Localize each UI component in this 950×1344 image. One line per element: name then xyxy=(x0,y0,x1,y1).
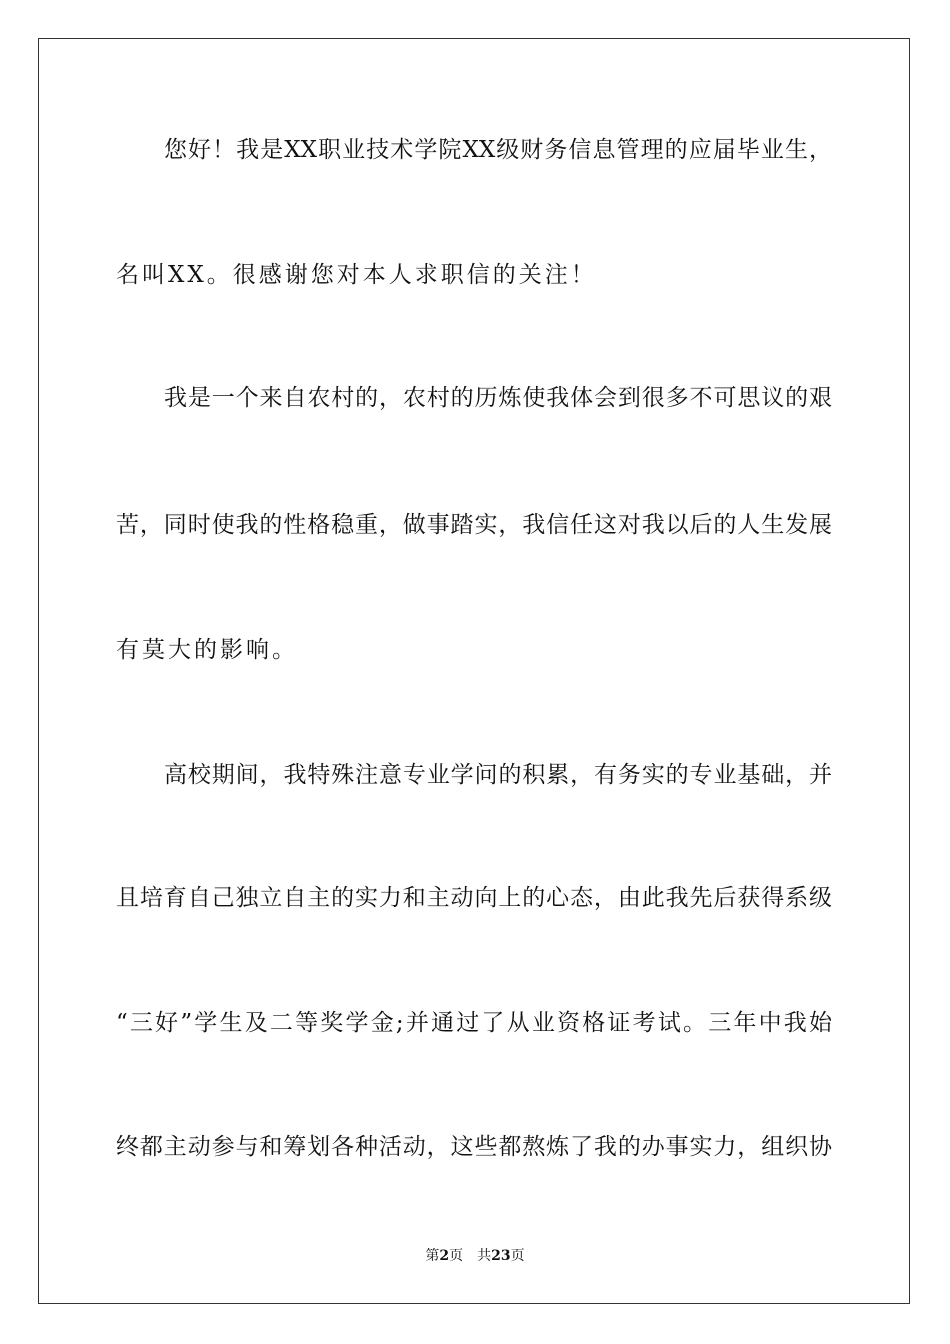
total-pages: 23 xyxy=(491,1248,511,1264)
paragraph-3-line-1: 高校期间，我特殊注意专业学问的积累，有务实的专业基础，并 xyxy=(164,762,832,788)
page-number: 2 xyxy=(439,1248,450,1264)
paragraph-1-line-2: 名叫XX。很感谢您对本人求职信的关注！ xyxy=(116,262,597,288)
total-suffix: 页 xyxy=(510,1248,525,1264)
paragraph-2-line-2: 苦，同时使我的性格稳重，做事踏实，我信任这对我以后的人生发展 xyxy=(116,512,832,538)
page-prefix: 第 xyxy=(425,1248,440,1264)
paragraph-3-line-2: 且培育自己独立自主的实力和主动向上的心态，由此我先后获得系级 xyxy=(116,885,832,911)
paragraph-3-line-3: “三好”学生及二等奖学金;并通过了从业资格证考试。三年中我始 xyxy=(116,1010,832,1036)
total-prefix: 共 xyxy=(477,1248,492,1264)
page-border xyxy=(38,38,910,1304)
paragraph-1-line-1: 您好！我是XX职业技术学院XX级财务信息管理的应届毕业生， xyxy=(164,137,832,163)
page-suffix: 页 xyxy=(449,1248,464,1264)
paragraph-2-line-1: 我是一个来自农村的，农村的历炼使我体会到很多不可思议的艰 xyxy=(164,385,832,411)
paragraph-3-line-4: 终都主动参与和筹划各种活动，这些都熬炼了我的办事实力，组织协 xyxy=(116,1134,832,1160)
page-footer xyxy=(0,1246,950,1266)
paragraph-2-line-3: 有莫大的影响。 xyxy=(116,637,298,663)
